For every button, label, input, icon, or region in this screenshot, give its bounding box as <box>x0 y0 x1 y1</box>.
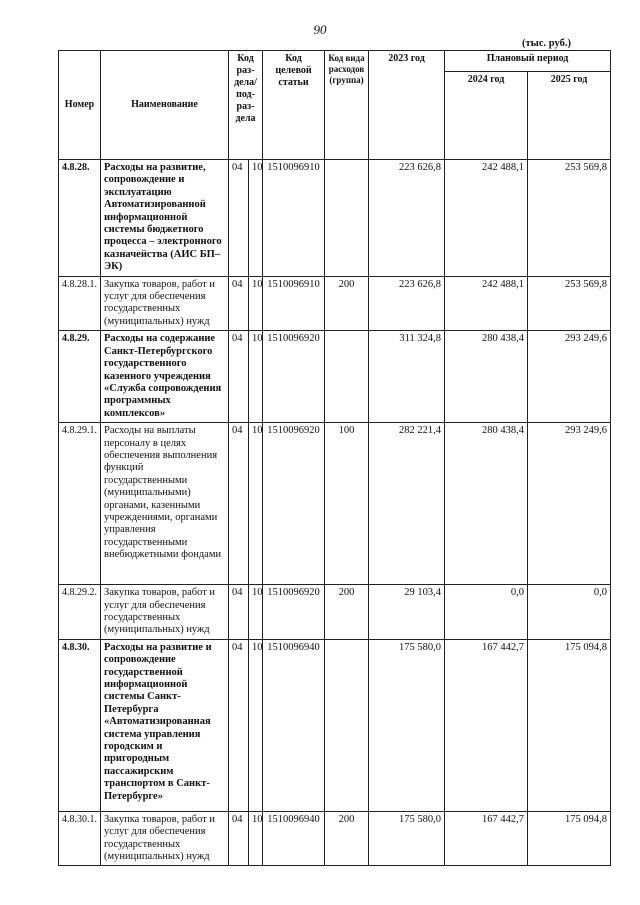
row-subsection: 10 <box>249 160 263 277</box>
row-subsection: 10 <box>249 276 263 331</box>
row-number: 4.8.29.2. <box>59 585 101 640</box>
header-expense-type-code: Код вида расходов (группа) <box>325 51 369 160</box>
header-year-2024: 2024 год <box>445 72 528 160</box>
row-target-code: 1510096910 <box>263 160 325 277</box>
row-name: Расходы на выплаты персоналу в целях обеспечения выполнения функций государственными (муниципальными) органами, казенными учреждениями, органами управления государственными внебюджетными фондами <box>101 423 229 585</box>
row-name: Расходы на развитие и сопровождение государственной информационной системы Санкт-Петербурга «Автоматизированная система управления городским и пригородным пассажирским транспортом в Санкт-Петербурге» <box>101 639 229 811</box>
header-year-2023: 2023 год <box>369 51 445 160</box>
header-section-code: Код раз-дела/ под-раз-дела <box>229 51 263 160</box>
header-number: Номер <box>59 51 101 160</box>
row-amount-2023: 282 221,4 <box>369 423 445 585</box>
row-amount-2023: 223 626,8 <box>369 160 445 277</box>
row-target-code: 1510096920 <box>263 585 325 640</box>
row-amount-2024: 242 488,1 <box>445 160 528 277</box>
row-amount-2023: 175 580,0 <box>369 811 445 866</box>
row-amount-2025: 0,0 <box>528 585 611 640</box>
table-row <box>59 585 611 640</box>
row-subsection: 10 <box>249 811 263 866</box>
row-name: Расходы на развитие, сопровождение и эксплуатацию Автоматизированной информационной системы бюджетного процесса – электронного казначейства (АИС БП–ЭК) <box>101 160 229 277</box>
row-expense-type: 200 <box>325 585 369 640</box>
row-amount-2025: 175 094,8 <box>528 811 611 866</box>
row-amount-2024: 167 442,7 <box>445 639 528 811</box>
row-amount-2025: 293 249,6 <box>528 331 611 423</box>
row-number: 4.8.28. <box>59 160 101 277</box>
units-label: (тыс. руб.) <box>522 38 571 49</box>
row-amount-2023: 311 324,8 <box>369 331 445 423</box>
table-body <box>59 160 611 866</box>
row-target-code: 1510096920 <box>263 331 325 423</box>
table-row <box>59 276 611 331</box>
row-target-code: 1510096940 <box>263 639 325 811</box>
row-amount-2024: 280 438,4 <box>445 331 528 423</box>
row-expense-type <box>325 331 369 423</box>
table-row <box>59 639 611 811</box>
row-amount-2024: 242 488,1 <box>445 276 528 331</box>
row-expense-type <box>325 160 369 277</box>
table-row <box>59 423 611 585</box>
row-name: Закупка товаров, работ и услуг для обеспечения государственных (муниципальных) нужд <box>101 276 229 331</box>
row-subsection: 10 <box>249 331 263 423</box>
row-amount-2024: 0,0 <box>445 585 528 640</box>
row-expense-type: 200 <box>325 811 369 866</box>
row-expense-type: 200 <box>325 276 369 331</box>
row-number: 4.8.28.1. <box>59 276 101 331</box>
header-year-2025: 2025 год <box>528 72 611 160</box>
row-section: 04 <box>229 423 249 585</box>
row-expense-type <box>325 639 369 811</box>
row-section: 04 <box>229 585 249 640</box>
row-section: 04 <box>229 331 249 423</box>
row-name: Закупка товаров, работ и услуг для обеспечения государственных (муниципальных) нужд <box>101 585 229 640</box>
table-row <box>59 331 611 423</box>
row-amount-2023: 223 626,8 <box>369 276 445 331</box>
row-section: 04 <box>229 160 249 277</box>
row-amount-2025: 293 249,6 <box>528 423 611 585</box>
row-amount-2025: 253 569,8 <box>528 276 611 331</box>
row-target-code: 1510096920 <box>263 423 325 585</box>
row-amount-2025: 253 569,8 <box>528 160 611 277</box>
row-amount-2023: 29 103,4 <box>369 585 445 640</box>
row-section: 04 <box>229 276 249 331</box>
row-amount-2025: 175 094,8 <box>528 639 611 811</box>
table-row <box>59 160 611 277</box>
table-row <box>59 811 611 866</box>
row-name: Расходы на содержание Санкт-Петербургского государственного казенного учреждения «Служба сопровождения программных комплексов» <box>101 331 229 423</box>
row-amount-2023: 175 580,0 <box>369 639 445 811</box>
row-target-code: 1510096940 <box>263 811 325 866</box>
row-section: 04 <box>229 811 249 866</box>
row-subsection: 10 <box>249 639 263 811</box>
row-name: Закупка товаров, работ и услуг для обеспечения государственных (муниципальных) нужд <box>101 811 229 866</box>
budget-table <box>58 50 611 866</box>
header-name: Наименование <box>101 51 229 160</box>
header-target-code: Код целевой статьи <box>263 51 325 160</box>
row-target-code: 1510096910 <box>263 276 325 331</box>
row-subsection: 10 <box>249 585 263 640</box>
row-section: 04 <box>229 639 249 811</box>
header-planned-period: Плановый период <box>445 51 611 72</box>
page-number: 90 <box>313 22 327 37</box>
row-number: 4.8.30. <box>59 639 101 811</box>
row-number: 4.8.30.1. <box>59 811 101 866</box>
row-amount-2024: 280 438,4 <box>445 423 528 585</box>
row-number: 4.8.29.1. <box>59 423 101 585</box>
row-number: 4.8.29. <box>59 331 101 423</box>
row-expense-type: 100 <box>325 423 369 585</box>
row-amount-2024: 167 442,7 <box>445 811 528 866</box>
row-subsection: 10 <box>249 423 263 585</box>
